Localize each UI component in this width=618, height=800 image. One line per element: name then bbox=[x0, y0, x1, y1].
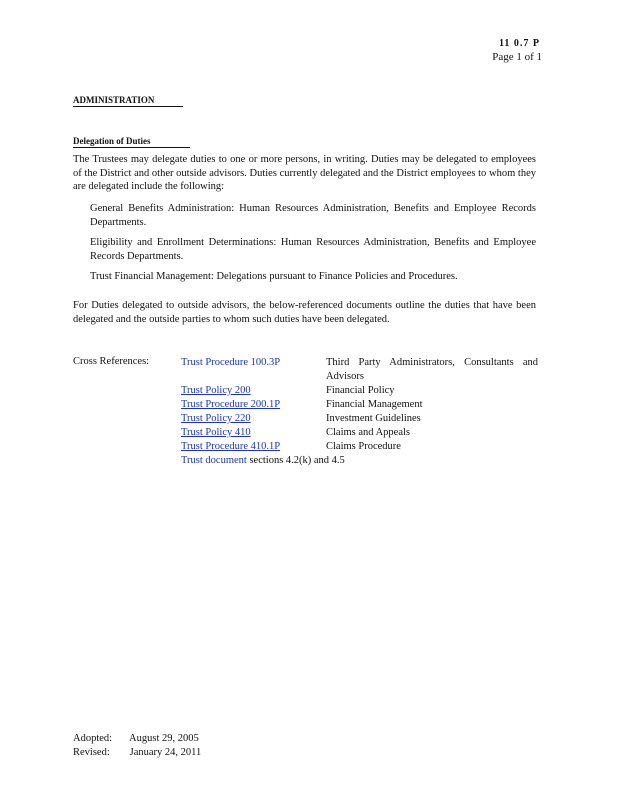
cross-references-table bbox=[181, 356, 538, 468]
cross-reference-link[interactable]: Trust Policy 410 bbox=[181, 427, 251, 438]
cross-reference-link[interactable]: Trust document bbox=[181, 455, 247, 466]
subsection-title: Delegation of Duties bbox=[73, 136, 190, 148]
cross-reference-link[interactable]: Trust Procedure 100.3P bbox=[181, 357, 281, 368]
revised-label: Revised: bbox=[73, 747, 110, 758]
table-row bbox=[181, 384, 538, 398]
cross-reference-description: Investment Guidelines bbox=[326, 413, 421, 424]
list-item bbox=[73, 270, 536, 284]
list-item bbox=[73, 202, 536, 229]
cross-reference-description: Claims and Appeals bbox=[326, 427, 410, 438]
delegation-list bbox=[73, 202, 536, 284]
table-row bbox=[181, 426, 538, 440]
table-row bbox=[181, 440, 538, 454]
table-row bbox=[181, 454, 538, 468]
document-code: 11 0.7 P bbox=[498, 38, 540, 49]
list-item bbox=[73, 236, 536, 263]
table-row bbox=[181, 356, 538, 384]
adopted-label: Adopted: bbox=[73, 733, 113, 744]
list-item-text: Trust Financial Management: Delegations pursuant to Finance Policies and Procedures. bbox=[90, 271, 458, 282]
revised-date: January 24, 2011 bbox=[129, 747, 202, 758]
cross-reference-description: Financial Management bbox=[326, 399, 423, 410]
cross-reference-description: sections 4.2(k) and 4.5 bbox=[249, 455, 345, 466]
closing-paragraph: For Duties delegated to outside advisors, the below-referenced documents outline the duties that have been delegated and the outside parties to whom such duties have been delegated. bbox=[73, 300, 536, 325]
cross-reference-link[interactable]: Trust Procedure 200.1P bbox=[181, 399, 281, 410]
cross-reference-description: Third Party Administrators, Consultants and Advisors bbox=[326, 357, 538, 382]
cross-reference-description: Financial Policy bbox=[326, 385, 395, 396]
page-number: Page 1 of 1 bbox=[492, 51, 542, 63]
cross-reference-link[interactable]: Trust Procedure 410.1P bbox=[181, 441, 281, 452]
table-row bbox=[181, 398, 538, 412]
intro-paragraph: The Trustees may delegate duties to one or more persons, in writing. Duties may be delegated to employees of the District and other outside advisors. Duties currently delegated and the District employees to whom they are delegated include the following: bbox=[73, 154, 536, 192]
adopted-date: August 29, 2005 bbox=[129, 733, 199, 744]
table-row bbox=[181, 412, 538, 426]
list-item-text: Eligibility and Enrollment Determinations: Human Resources Administration, Benefits and Employee Records Departments. bbox=[90, 237, 536, 262]
adopted-line bbox=[73, 732, 199, 746]
cross-reference-link[interactable]: Trust Policy 220 bbox=[181, 413, 251, 424]
revised-line bbox=[73, 746, 201, 760]
cross-reference-link[interactable]: Trust Policy 200 bbox=[181, 385, 251, 396]
list-item-text: General Benefits Administration: Human Resources Administration, Benefits and Employee Records Departments. bbox=[90, 203, 536, 228]
cross-references-label: Cross References: bbox=[73, 356, 150, 367]
cross-reference-description: Claims Procedure bbox=[326, 441, 401, 452]
section-title: ADMINISTRATION bbox=[73, 95, 183, 107]
